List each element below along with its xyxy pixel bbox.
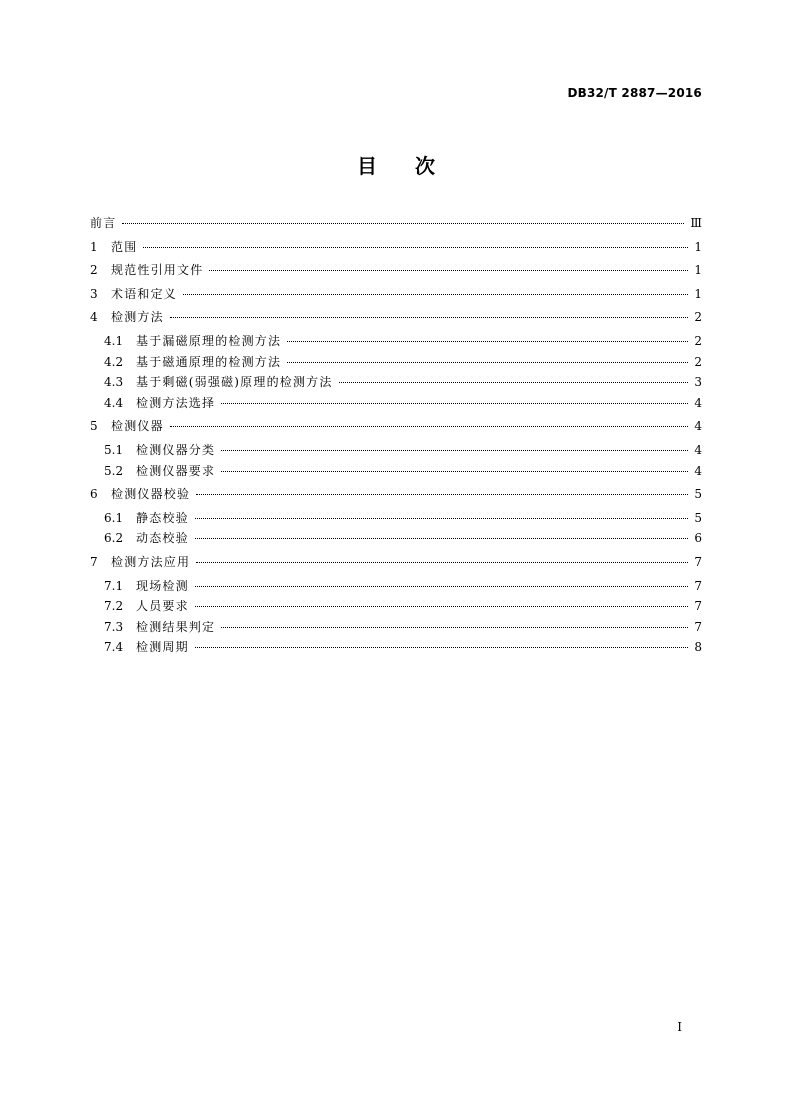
dot-leader: [195, 518, 688, 519]
dot-leader: [287, 362, 688, 363]
toc-entry-label: 检测方法应用: [111, 554, 191, 569]
dot-leader: [195, 586, 688, 587]
toc-entry-number: 7.4: [104, 640, 124, 655]
dot-leader: [221, 403, 688, 404]
toc-entry-label: 前言: [90, 216, 117, 230]
toc-entry-label: 检测仪器分类: [136, 442, 216, 457]
dot-leader: [195, 538, 688, 539]
toc-entry[interactable]: [90, 465, 702, 477]
toc-entry-page: 7: [694, 599, 702, 614]
toc-entry[interactable]: [90, 420, 702, 432]
toc-entry[interactable]: [90, 556, 702, 568]
toc-entry-label: 检测周期: [136, 640, 189, 655]
toc-entry-number: 2: [90, 263, 98, 278]
toc-entry-page: 1: [694, 239, 702, 254]
toc-entry[interactable]: [90, 641, 702, 653]
dot-leader: [170, 426, 688, 427]
toc-entry-page: 2: [694, 333, 702, 348]
dot-leader: [170, 317, 688, 318]
dot-leader: [196, 562, 688, 563]
toc-entry-number: 5.2: [104, 463, 124, 478]
toc-entry[interactable]: [90, 512, 702, 524]
toc-entry-label: 检测结果判定: [136, 619, 216, 634]
toc-entry-label: 术语和定义: [111, 286, 178, 301]
toc-entry-page: 1: [694, 263, 702, 278]
toc-entry-label: 检测仪器要求: [136, 463, 216, 478]
page-number: I: [677, 1020, 682, 1034]
toc-entry-page: 8: [694, 640, 702, 655]
toc-entry-page: 4: [694, 442, 702, 457]
toc-entry-number: 7.3: [104, 619, 124, 634]
toc-entry-page: 7: [694, 619, 702, 634]
dot-leader: [122, 223, 684, 224]
toc-entry-number: 5.1: [104, 442, 124, 457]
dot-leader: [195, 606, 688, 607]
dot-leader: [221, 471, 688, 472]
toc-entry[interactable]: [90, 376, 702, 388]
toc-entry[interactable]: [90, 356, 702, 368]
toc-entry[interactable]: [90, 241, 702, 253]
toc-entry-page: 5: [694, 487, 702, 502]
toc-entry-number: 6.1: [104, 510, 124, 525]
toc-entry-label: 检测方法选择: [136, 395, 216, 410]
toc-entry-number: 3: [90, 286, 98, 301]
toc-entry-label: 范围: [111, 239, 138, 254]
toc-entry-number: 6: [90, 487, 98, 502]
toc-entry-label: 静态校验: [136, 510, 189, 525]
dot-leader: [195, 647, 688, 648]
toc-entry-page: 2: [694, 354, 702, 369]
toc-entry[interactable]: [90, 580, 702, 592]
dot-leader: [209, 270, 688, 271]
toc-entry[interactable]: [90, 311, 702, 323]
toc-entry-number: 6.2: [104, 531, 124, 546]
dot-leader: [183, 294, 688, 295]
toc-entry[interactable]: [90, 621, 702, 633]
toc-entry[interactable]: [90, 444, 702, 456]
toc-entry-number: 4.4: [104, 395, 124, 410]
toc-entry-page: 4: [694, 395, 702, 410]
toc-entry-page: 2: [694, 310, 702, 325]
page-title: 目次: [357, 154, 473, 178]
toc-entry[interactable]: [90, 335, 702, 347]
toc-entry-page: 3: [694, 375, 702, 390]
toc-entry-label: 检测仪器校验: [111, 487, 191, 502]
toc-entry-number: 7.2: [104, 599, 124, 614]
toc-entry-label: 检测仪器: [111, 419, 164, 434]
dot-leader: [287, 341, 688, 342]
dot-leader: [339, 382, 688, 383]
toc-entry-page: 1: [694, 286, 702, 301]
toc-entry[interactable]: [90, 264, 702, 276]
toc-entry-page: 7: [694, 578, 702, 593]
toc-entry-number: 7: [90, 554, 98, 569]
toc-entry-page: Ⅲ: [690, 216, 702, 230]
toc-entry[interactable]: [90, 488, 702, 500]
toc-entry-number: 5: [90, 419, 98, 434]
toc-entry-label: 规范性引用文件: [111, 263, 204, 278]
toc-entry[interactable]: [90, 600, 702, 612]
table-of-contents: [90, 217, 702, 665]
toc-entry[interactable]: [90, 397, 702, 409]
toc-entry-page: 7: [694, 554, 702, 569]
toc-entry-number: 1: [90, 239, 98, 254]
dot-leader: [221, 627, 688, 628]
toc-entry[interactable]: [90, 217, 702, 229]
toc-entry-page: 4: [694, 419, 702, 434]
toc-entry[interactable]: [90, 288, 702, 300]
toc-entry-label: 基于磁通原理的检测方法: [136, 354, 282, 369]
toc-entry-label: 基于剩磁(弱强磁)原理的检测方法: [136, 375, 333, 390]
dot-leader: [221, 450, 688, 451]
toc-entry-label: 基于漏磁原理的检测方法: [136, 333, 282, 348]
toc-entry-label: 动态校验: [136, 531, 189, 546]
dot-leader: [143, 247, 688, 248]
toc-entry-label: 现场检测: [136, 578, 189, 593]
toc-entry-page: 5: [694, 510, 702, 525]
toc-entry-label: 人员要求: [136, 599, 189, 614]
document-code: DB32/T 2887—2016: [567, 86, 702, 100]
toc-entry-page: 6: [694, 531, 702, 546]
toc-entry-number: 4.2: [104, 354, 124, 369]
toc-entry-page: 4: [694, 463, 702, 478]
toc-entry-number: 4.1: [104, 333, 124, 348]
toc-entry[interactable]: [90, 532, 702, 544]
dot-leader: [196, 494, 688, 495]
toc-entry-label: 检测方法: [111, 310, 164, 325]
toc-entry-number: 7.1: [104, 578, 124, 593]
toc-entry-number: 4: [90, 310, 98, 325]
toc-entry-number: 4.3: [104, 375, 124, 390]
